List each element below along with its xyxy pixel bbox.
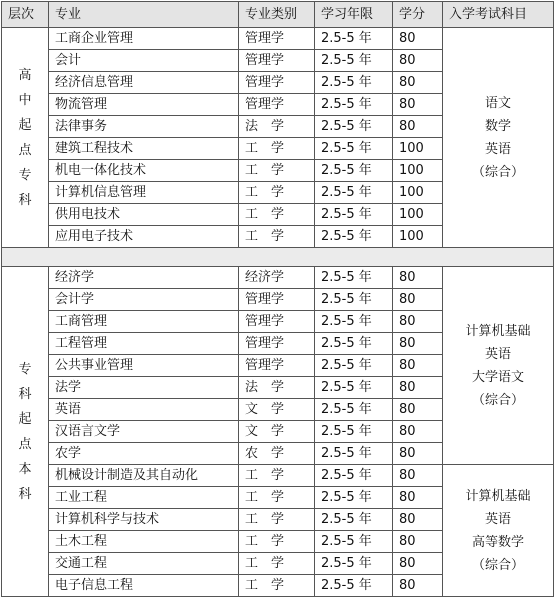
category-cell: 管理学 (239, 333, 315, 355)
category-cell: 管理学 (239, 50, 315, 72)
level-cell (2, 28, 49, 248)
category-cell: 管理学 (239, 28, 315, 50)
credits-cell: 80 (393, 94, 443, 116)
credits-cell: 80 (393, 487, 443, 509)
duration-cell: 2.5-5 年 (315, 50, 393, 72)
category-cell: 文 学 (239, 421, 315, 443)
category-cell: 工 学 (239, 204, 315, 226)
major-cell: 工业工程 (49, 487, 239, 509)
category-cell: 管理学 (239, 94, 315, 116)
duration-cell: 2.5-5 年 (315, 72, 393, 94)
credits-cell: 100 (393, 160, 443, 182)
category-cell: 工 学 (239, 465, 315, 487)
major-cell: 会计学 (49, 289, 239, 311)
credits-cell: 80 (393, 443, 443, 465)
exam-subject: 英语 (484, 346, 511, 362)
major-cell: 电子信息工程 (49, 575, 239, 597)
major-cell: 汉语言文学 (49, 421, 239, 443)
major-cell: 物流管理 (49, 94, 239, 116)
duration-cell: 2.5-5 年 (315, 399, 393, 421)
category-cell: 法 学 (239, 116, 315, 138)
header-level: 层次 (2, 2, 49, 28)
exam-subject: 大学语文 (471, 369, 524, 385)
level-char: 本 (18, 461, 32, 477)
duration-cell: 2.5-5 年 (315, 204, 393, 226)
category-cell: 工 学 (239, 531, 315, 553)
duration-cell: 2.5-5 年 (315, 509, 393, 531)
level-char: 中 (18, 92, 32, 108)
major-cell: 供用电技术 (49, 204, 239, 226)
exam-subject: 英语 (484, 141, 511, 157)
category-cell: 经济学 (239, 267, 315, 289)
exam-subjects-cell (443, 465, 554, 597)
major-cell: 英语 (49, 399, 239, 421)
major-cell: 计算机信息管理 (49, 182, 239, 204)
exam-subject: （综合） (471, 557, 524, 573)
credits-cell: 80 (393, 267, 443, 289)
category-cell: 管理学 (239, 355, 315, 377)
credits-cell: 100 (393, 138, 443, 160)
table-row (2, 28, 554, 50)
header-major: 专业 (49, 2, 239, 28)
major-cell: 应用电子技术 (49, 226, 239, 248)
category-cell: 工 学 (239, 487, 315, 509)
major-cell: 机械设计制造及其自动化 (49, 465, 239, 487)
exam-subject: 数学 (484, 118, 511, 134)
level-char: 科 (18, 486, 32, 502)
duration-cell: 2.5-5 年 (315, 465, 393, 487)
group-separator-row (2, 248, 554, 267)
category-cell: 文 学 (239, 399, 315, 421)
exam-subjects-cell (443, 267, 554, 465)
major-cell: 机电一体化技术 (49, 160, 239, 182)
major-cell: 经济学 (49, 267, 239, 289)
credits-cell: 80 (393, 28, 443, 50)
category-cell: 工 学 (239, 182, 315, 204)
exam-subject: 计算机基础 (465, 323, 531, 339)
level-char: 点 (18, 436, 32, 452)
credits-cell: 80 (393, 531, 443, 553)
duration-cell: 2.5-5 年 (315, 138, 393, 160)
category-cell: 管理学 (239, 311, 315, 333)
credits-cell: 100 (393, 226, 443, 248)
major-cell: 工商管理 (49, 311, 239, 333)
header-duration: 学习年限 (315, 2, 393, 28)
category-cell: 工 学 (239, 509, 315, 531)
credits-cell: 80 (393, 575, 443, 597)
major-cell: 会计 (49, 50, 239, 72)
credits-cell: 80 (393, 355, 443, 377)
header-category: 专业类别 (239, 2, 315, 28)
duration-cell: 2.5-5 年 (315, 267, 393, 289)
credits-cell: 80 (393, 509, 443, 531)
level-char: 专 (18, 361, 32, 377)
major-cell: 公共事业管理 (49, 355, 239, 377)
level-char: 科 (18, 386, 32, 402)
duration-cell: 2.5-5 年 (315, 28, 393, 50)
duration-cell: 2.5-5 年 (315, 531, 393, 553)
duration-cell: 2.5-5 年 (315, 333, 393, 355)
duration-cell: 2.5-5 年 (315, 289, 393, 311)
credits-cell: 80 (393, 311, 443, 333)
major-cell: 农学 (49, 443, 239, 465)
header-credits: 学分 (393, 2, 443, 28)
category-cell: 法 学 (239, 377, 315, 399)
category-cell: 管理学 (239, 72, 315, 94)
duration-cell: 2.5-5 年 (315, 553, 393, 575)
header-exam-subjects: 入学考试科目 (443, 2, 554, 28)
category-cell: 工 学 (239, 138, 315, 160)
credits-cell: 80 (393, 553, 443, 575)
major-cell: 法律事务 (49, 116, 239, 138)
duration-cell: 2.5-5 年 (315, 443, 393, 465)
major-cell: 经济信息管理 (49, 72, 239, 94)
table-row (2, 465, 554, 487)
table-body (2, 28, 554, 597)
duration-cell: 2.5-5 年 (315, 311, 393, 333)
duration-cell: 2.5-5 年 (315, 116, 393, 138)
duration-cell: 2.5-5 年 (315, 575, 393, 597)
level-char: 起 (18, 411, 32, 427)
exam-subject: 计算机基础 (465, 488, 531, 504)
credits-cell: 100 (393, 182, 443, 204)
category-cell: 工 学 (239, 226, 315, 248)
level-char: 高 (18, 67, 32, 83)
major-cell: 交通工程 (49, 553, 239, 575)
credits-cell: 100 (393, 204, 443, 226)
credits-cell: 80 (393, 377, 443, 399)
credits-cell: 80 (393, 399, 443, 421)
duration-cell: 2.5-5 年 (315, 226, 393, 248)
credits-cell: 80 (393, 72, 443, 94)
duration-cell: 2.5-5 年 (315, 355, 393, 377)
credits-cell: 80 (393, 116, 443, 138)
credits-cell: 80 (393, 333, 443, 355)
duration-cell: 2.5-5 年 (315, 182, 393, 204)
credits-cell: 80 (393, 421, 443, 443)
major-cell: 法学 (49, 377, 239, 399)
exam-subject: 高等数学 (471, 534, 524, 550)
exam-subject: （综合） (471, 392, 524, 408)
majors-table (1, 1, 554, 597)
category-cell: 工 学 (239, 160, 315, 182)
duration-cell: 2.5-5 年 (315, 487, 393, 509)
major-cell: 土木工程 (49, 531, 239, 553)
exam-subject: 英语 (484, 511, 511, 527)
credits-cell: 80 (393, 465, 443, 487)
level-cell (2, 267, 49, 597)
category-cell: 管理学 (239, 289, 315, 311)
duration-cell: 2.5-5 年 (315, 94, 393, 116)
level-char: 点 (18, 142, 32, 158)
duration-cell: 2.5-5 年 (315, 160, 393, 182)
credits-cell: 80 (393, 50, 443, 72)
header-row (2, 2, 554, 28)
separator-cell (2, 248, 554, 267)
major-cell: 工程管理 (49, 333, 239, 355)
exam-subject: （综合） (471, 164, 524, 180)
major-cell: 建筑工程技术 (49, 138, 239, 160)
level-char: 科 (18, 192, 32, 208)
duration-cell: 2.5-5 年 (315, 421, 393, 443)
exam-subject: 语文 (484, 95, 511, 111)
credits-cell: 80 (393, 289, 443, 311)
duration-cell: 2.5-5 年 (315, 377, 393, 399)
exam-subjects-cell (443, 28, 554, 248)
table-row (2, 267, 554, 289)
category-cell: 农 学 (239, 443, 315, 465)
level-char: 专 (18, 167, 32, 183)
level-char: 起 (18, 117, 32, 133)
major-cell: 计算机科学与技术 (49, 509, 239, 531)
category-cell: 工 学 (239, 553, 315, 575)
category-cell: 工 学 (239, 575, 315, 597)
major-cell: 工商企业管理 (49, 28, 239, 50)
